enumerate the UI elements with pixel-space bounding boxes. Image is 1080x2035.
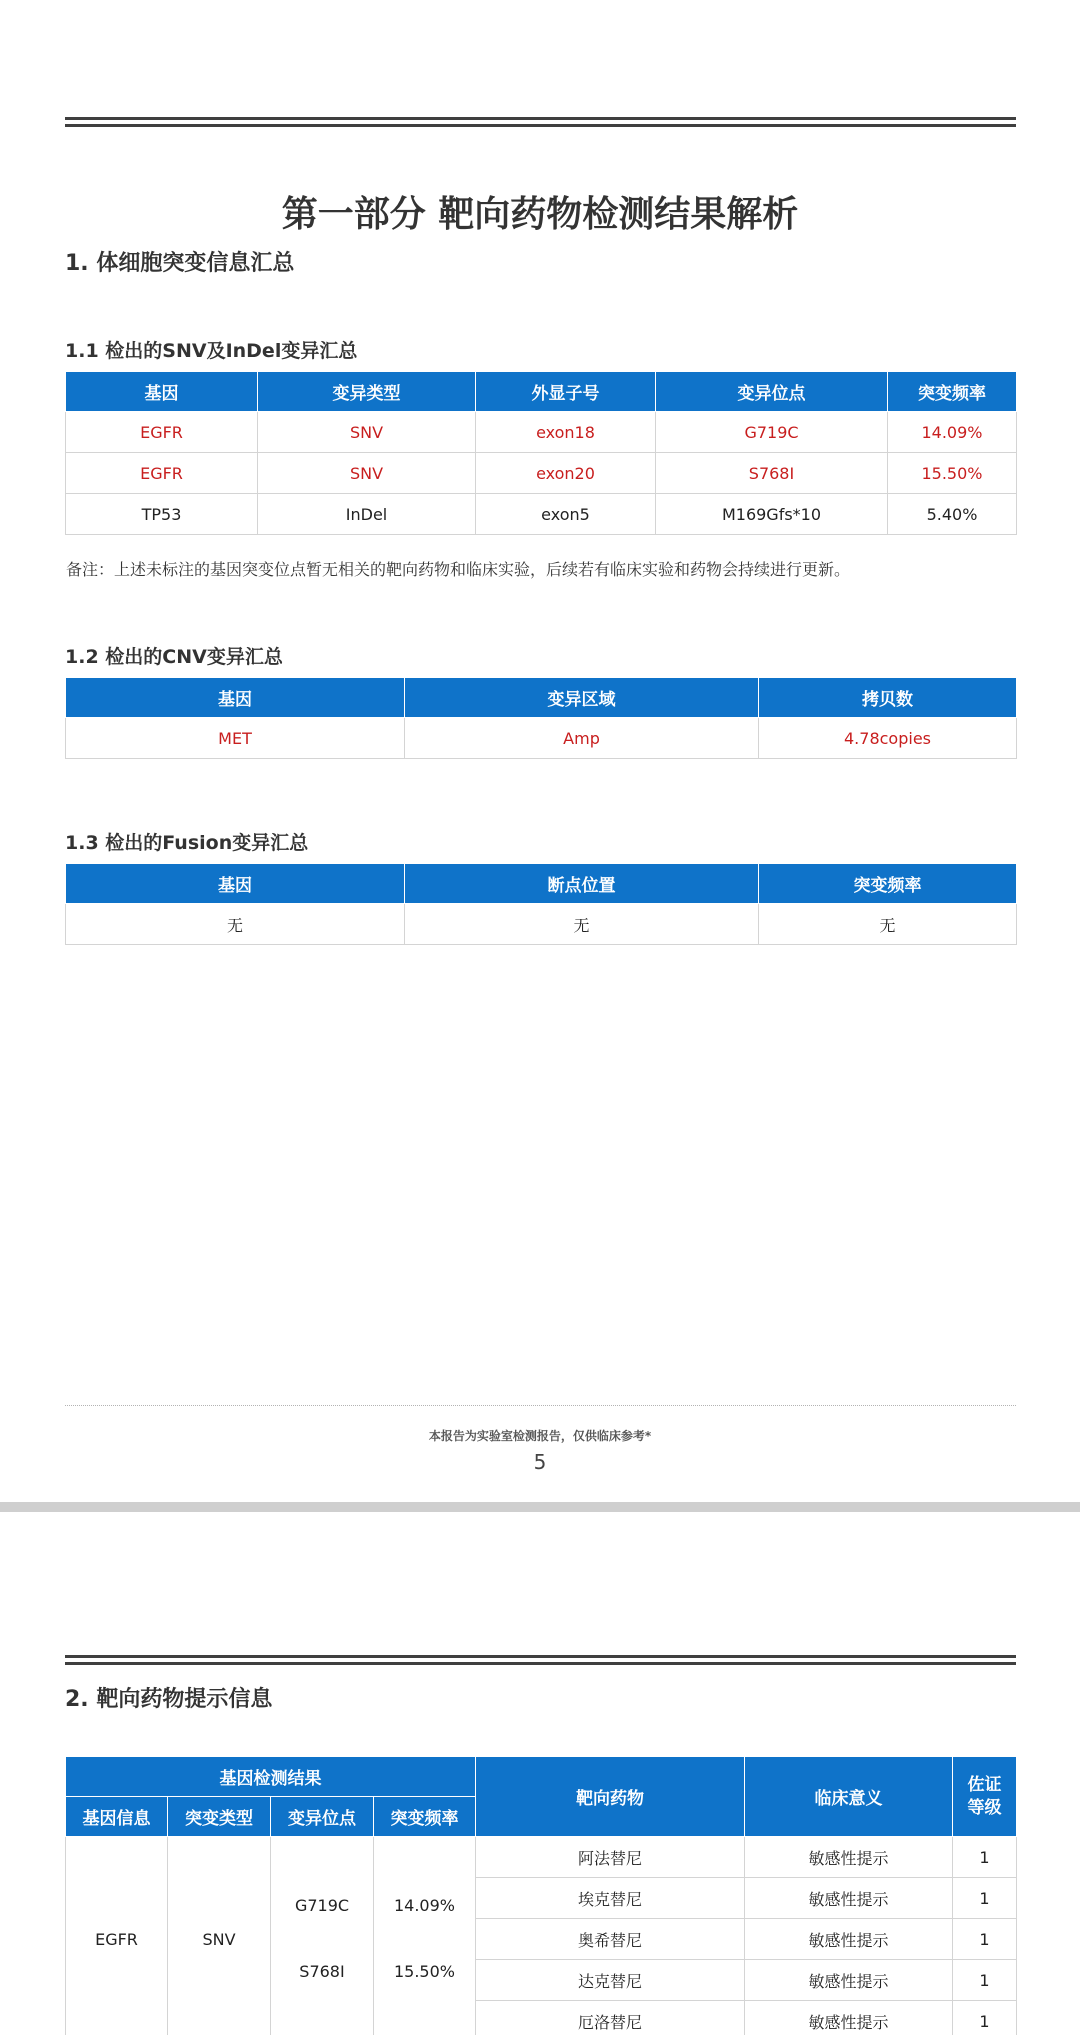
level-cell: 1 bbox=[953, 1837, 1017, 1878]
column-header: 靶向药物 bbox=[476, 1757, 745, 1837]
drug-cell: 厄洛替尼 bbox=[476, 2001, 745, 2035]
column-header: 变异区域 bbox=[405, 678, 759, 718]
column-header: 突变频率 bbox=[374, 1797, 476, 1837]
gene-cell: EGFR bbox=[66, 453, 258, 494]
site-value: S768I bbox=[299, 1962, 345, 1981]
mutation-type-cell: SNV bbox=[168, 1837, 271, 2035]
site-value: G719C bbox=[294, 1896, 350, 1915]
drug-cell: 奥希替尼 bbox=[476, 1919, 745, 1960]
table-header-row bbox=[66, 678, 1017, 718]
type-cell: InDel bbox=[258, 494, 476, 535]
table-row bbox=[66, 412, 1017, 453]
table-row bbox=[66, 718, 1017, 759]
significance-cell: 敏感性提示 bbox=[745, 1919, 953, 1960]
freq-cell: 15.50% bbox=[888, 453, 1017, 494]
footer-divider bbox=[65, 1405, 1016, 1406]
level-cell: 1 bbox=[953, 1878, 1017, 1919]
fusion-table-title: 1.3 检出的Fusion变异汇总 bbox=[65, 832, 309, 854]
region-cell: Amp bbox=[405, 718, 759, 759]
site-cell bbox=[271, 1837, 374, 2035]
snv-indel-table bbox=[65, 371, 1017, 535]
exon-cell: exon18 bbox=[476, 412, 656, 453]
gene-cell: EGFR bbox=[66, 412, 258, 453]
report-page-6 bbox=[0, 1512, 1080, 2035]
freq-value: 14.09% bbox=[393, 1896, 455, 1915]
column-header: 变异位点 bbox=[271, 1797, 374, 1837]
group-header: 基因检测结果 bbox=[66, 1757, 476, 1797]
level-cell: 1 bbox=[953, 1960, 1017, 2001]
table-header-row bbox=[66, 864, 1017, 904]
cnv-table bbox=[65, 677, 1017, 759]
gene-cell: MET bbox=[66, 718, 405, 759]
fusion-table bbox=[65, 863, 1017, 945]
evidence-header: 佐证等级 bbox=[967, 1774, 1002, 1818]
freq-cell: 14.09% bbox=[888, 412, 1017, 453]
column-header: 临床意义 bbox=[745, 1757, 953, 1837]
site-cell: M169Gfs*10 bbox=[656, 494, 888, 535]
site-cell: G719C bbox=[656, 412, 888, 453]
section-2-title: 2. 靶向药物提示信息 bbox=[65, 1687, 273, 1712]
type-cell: SNV bbox=[258, 412, 476, 453]
table-row bbox=[66, 453, 1017, 494]
level-cell: 1 bbox=[953, 2001, 1017, 2035]
freq-cell: 无 bbox=[759, 904, 1017, 945]
table-row bbox=[66, 1837, 1017, 1878]
page-separator bbox=[0, 1502, 1080, 1512]
freq-value: 15.50% bbox=[393, 1962, 455, 1981]
exon-cell: exon20 bbox=[476, 453, 656, 494]
drug-cell: 埃克替尼 bbox=[476, 1878, 745, 1919]
footer-disclaimer: 本报告为实验室检测报告，仅供临床参考* bbox=[428, 1429, 652, 1443]
column-header: 基因信息 bbox=[66, 1797, 168, 1837]
freq-cell: 5.40% bbox=[888, 494, 1017, 535]
column-header: 基因 bbox=[66, 678, 405, 718]
drug-cell: 达克替尼 bbox=[476, 1960, 745, 2001]
table-row bbox=[66, 494, 1017, 535]
table-header-row bbox=[66, 372, 1017, 412]
copies-cell: 4.78copies bbox=[759, 718, 1017, 759]
part-title: 第一部分 靶向药物检测结果解析 bbox=[281, 194, 799, 235]
header-double-rule bbox=[65, 1655, 1016, 1665]
column-header: 变异位点 bbox=[656, 372, 888, 412]
column-header: 基因 bbox=[66, 372, 258, 412]
significance-cell: 敏感性提示 bbox=[745, 1837, 953, 1878]
column-header: 断点位置 bbox=[405, 864, 759, 904]
drug-hint-table bbox=[65, 1756, 1017, 2035]
table-header-row bbox=[66, 1757, 1017, 1797]
gene-cell: 无 bbox=[66, 904, 405, 945]
site-cell: S768I bbox=[656, 453, 888, 494]
column-header: 突变频率 bbox=[759, 864, 1017, 904]
exon-cell: exon5 bbox=[476, 494, 656, 535]
table-row bbox=[66, 904, 1017, 945]
page-number: 5 bbox=[533, 1450, 547, 1474]
column-header bbox=[953, 1757, 1017, 1837]
snv-table-title: 1.1 检出的SNV及InDel变异汇总 bbox=[65, 340, 358, 362]
column-header: 外显子号 bbox=[476, 372, 656, 412]
gene-cell: TP53 bbox=[66, 494, 258, 535]
significance-cell: 敏感性提示 bbox=[745, 2001, 953, 2035]
header-double-rule bbox=[65, 117, 1016, 127]
level-cell: 1 bbox=[953, 1919, 1017, 1960]
column-header: 突变类型 bbox=[168, 1797, 271, 1837]
column-header: 突变频率 bbox=[888, 372, 1017, 412]
type-cell: SNV bbox=[258, 453, 476, 494]
significance-cell: 敏感性提示 bbox=[745, 1878, 953, 1919]
cnv-table-title: 1.2 检出的CNV变异汇总 bbox=[65, 646, 283, 668]
gene-cell: EGFR bbox=[66, 1837, 168, 2035]
table-note: 备注：上述未标注的基因突变位点暂无相关的靶向药物和临床实验，后续若有临床实验和药物会持续进行更新。 bbox=[66, 560, 851, 579]
column-header: 拷贝数 bbox=[759, 678, 1017, 718]
column-header: 变异类型 bbox=[258, 372, 476, 412]
freq-cell bbox=[374, 1837, 476, 2035]
significance-cell: 敏感性提示 bbox=[745, 1960, 953, 2001]
column-header: 基因 bbox=[66, 864, 405, 904]
section-1-title: 1. 体细胞突变信息汇总 bbox=[65, 251, 295, 276]
breakpoint-cell: 无 bbox=[405, 904, 759, 945]
drug-cell: 阿法替尼 bbox=[476, 1837, 745, 1878]
